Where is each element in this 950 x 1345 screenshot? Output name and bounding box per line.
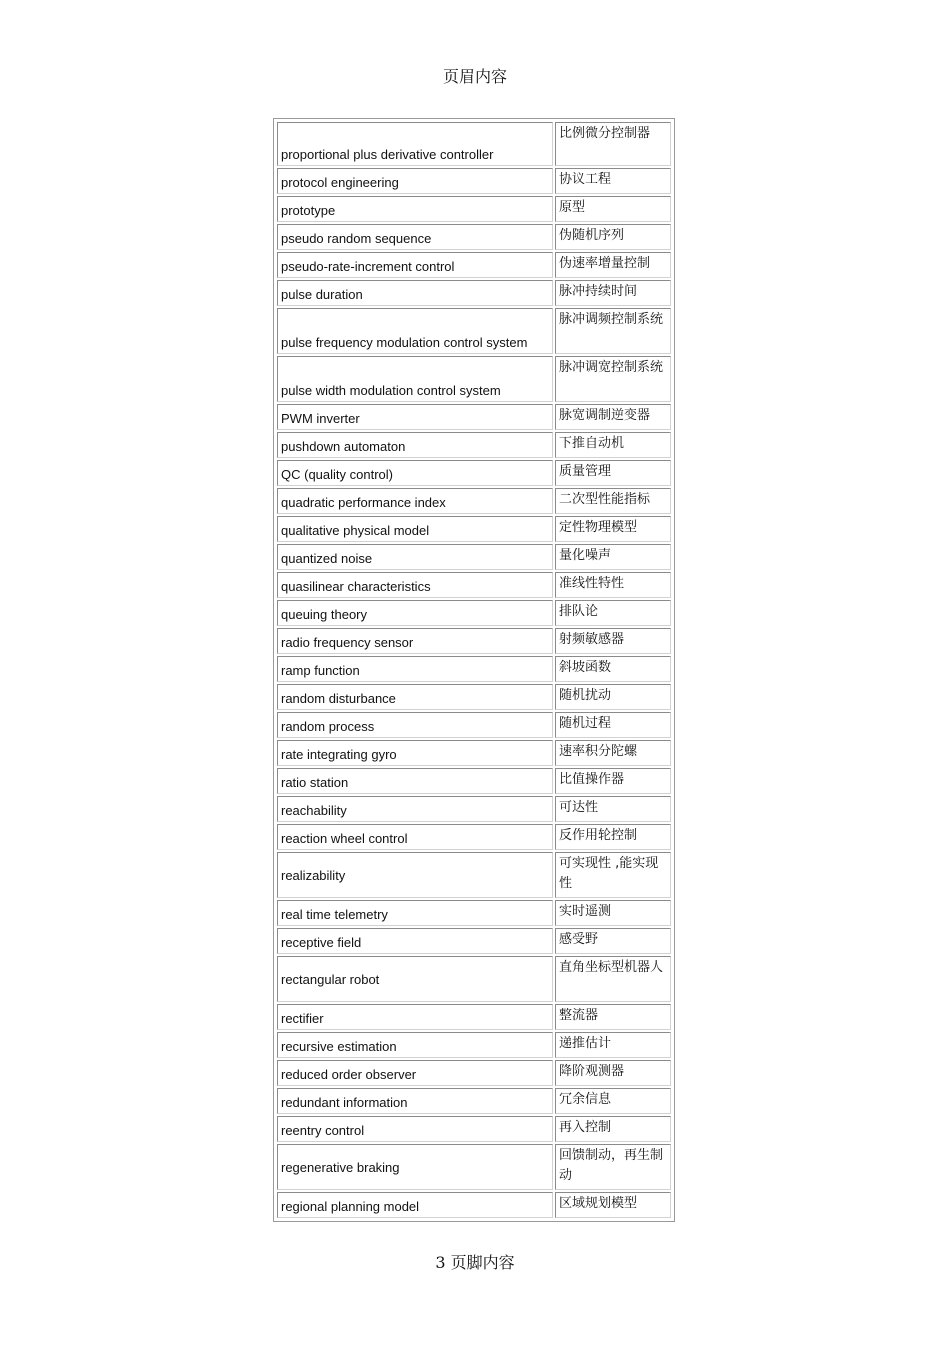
glossary-row [277, 1032, 671, 1058]
glossary-row [277, 1116, 671, 1142]
term-chinese: 可达性 [555, 796, 671, 822]
term-english: quasilinear characteristics [277, 572, 553, 598]
glossary-row [277, 572, 671, 598]
glossary-row [277, 768, 671, 794]
term-chinese: 斜坡函数 [555, 656, 671, 682]
term-chinese: 射频敏感器 [555, 628, 671, 654]
term-chinese: 脉冲调宽控制系统 [555, 356, 671, 402]
term-english: regional planning model [277, 1192, 553, 1218]
glossary-row [277, 600, 671, 626]
term-chinese: 脉冲持续时间 [555, 280, 671, 306]
glossary-row [277, 168, 671, 194]
term-english: pseudo random sequence [277, 224, 553, 250]
term-english: redundant information [277, 1088, 553, 1114]
glossary-row [277, 224, 671, 250]
glossary-row [277, 308, 671, 354]
term-english: pulse duration [277, 280, 553, 306]
term-chinese: 回馈制动，再生制动 [555, 1144, 671, 1190]
page-header: 页眉内容 [442, 67, 507, 86]
term-english: regenerative braking [277, 1144, 553, 1190]
term-english: pulse frequency modulation control system [277, 308, 553, 354]
term-chinese: 整流器 [555, 1004, 671, 1030]
glossary-row [277, 356, 671, 402]
glossary-row [277, 404, 671, 430]
term-chinese: 下推自动机 [555, 432, 671, 458]
term-english: ramp function [277, 656, 553, 682]
glossary-row [277, 824, 671, 850]
term-chinese: 区域规划模型 [555, 1192, 671, 1218]
term-chinese: 反作用轮控制 [555, 824, 671, 850]
term-chinese: 直角坐标型机器人 [555, 956, 671, 1002]
term-english: rectifier [277, 1004, 553, 1030]
term-chinese: 质量管理 [555, 460, 671, 486]
term-english: reentry control [277, 1116, 553, 1142]
term-english: quantized noise [277, 544, 553, 570]
term-chinese: 排队论 [555, 600, 671, 626]
glossary-row [277, 516, 671, 542]
glossary-row [277, 900, 671, 926]
term-english: queuing theory [277, 600, 553, 626]
glossary-row [277, 196, 671, 222]
term-chinese: 脉冲调频控制系统 [555, 308, 671, 354]
glossary-row [277, 544, 671, 570]
term-english: rate integrating gyro [277, 740, 553, 766]
term-chinese: 感受野 [555, 928, 671, 954]
glossary-row [277, 628, 671, 654]
glossary-row [277, 928, 671, 954]
glossary-row [277, 432, 671, 458]
term-chinese: 准线性特性 [555, 572, 671, 598]
term-english: receptive field [277, 928, 553, 954]
glossary-row [277, 252, 671, 278]
glossary-row [277, 1004, 671, 1030]
glossary-row [277, 1144, 671, 1190]
term-chinese: 随机扰动 [555, 684, 671, 710]
term-chinese: 协议工程 [555, 168, 671, 194]
term-english: real time telemetry [277, 900, 553, 926]
term-english: reachability [277, 796, 553, 822]
glossary-row [277, 122, 671, 166]
term-english: qualitative physical model [277, 516, 553, 542]
glossary-row [277, 280, 671, 306]
glossary-row [277, 460, 671, 486]
term-english: prototype [277, 196, 553, 222]
glossary-row [277, 1088, 671, 1114]
glossary-table [273, 118, 675, 1222]
term-english: reaction wheel control [277, 824, 553, 850]
term-english: realizability [277, 852, 553, 898]
term-chinese: 降阶观测器 [555, 1060, 671, 1086]
term-english: protocol engineering [277, 168, 553, 194]
term-chinese: 比值操作器 [555, 768, 671, 794]
term-english: quadratic performance index [277, 488, 553, 514]
term-chinese: 定性物理模型 [555, 516, 671, 542]
term-chinese: 伪速率增量控制 [555, 252, 671, 278]
term-english: reduced order observer [277, 1060, 553, 1086]
term-chinese: 实时遥测 [555, 900, 671, 926]
page-footer: 3 页脚内容 [435, 1253, 515, 1272]
glossary-row [277, 684, 671, 710]
term-chinese: 随机过程 [555, 712, 671, 738]
term-english: random disturbance [277, 684, 553, 710]
glossary-row [277, 712, 671, 738]
glossary-row [277, 956, 671, 1002]
glossary-table-body [277, 122, 671, 1218]
term-chinese: 脉宽调制逆变器 [555, 404, 671, 430]
term-english: QC (quality control) [277, 460, 553, 486]
term-chinese: 二次型性能指标 [555, 488, 671, 514]
term-chinese: 冗余信息 [555, 1088, 671, 1114]
glossary-row [277, 796, 671, 822]
term-english: random process [277, 712, 553, 738]
term-english: pulse width modulation control system [277, 356, 553, 402]
term-chinese: 再入控制 [555, 1116, 671, 1142]
glossary-row [277, 656, 671, 682]
glossary-row [277, 852, 671, 898]
term-english: ratio station [277, 768, 553, 794]
term-english: recursive estimation [277, 1032, 553, 1058]
glossary-row [277, 1060, 671, 1086]
term-chinese: 可实现性 ,能实现性 [555, 852, 671, 898]
glossary-row [277, 740, 671, 766]
term-chinese: 比例微分控制器 [555, 122, 671, 166]
term-chinese: 原型 [555, 196, 671, 222]
term-english: pseudo-rate-increment control [277, 252, 553, 278]
term-english: radio frequency sensor [277, 628, 553, 654]
glossary-row [277, 488, 671, 514]
term-chinese: 速率积分陀螺 [555, 740, 671, 766]
term-chinese: 递推估计 [555, 1032, 671, 1058]
term-english: rectangular robot [277, 956, 553, 1002]
glossary-row [277, 1192, 671, 1218]
term-english: proportional plus derivative controller [277, 122, 553, 166]
term-chinese: 伪随机序列 [555, 224, 671, 250]
term-english: pushdown automaton [277, 432, 553, 458]
term-english: PWM inverter [277, 404, 553, 430]
term-chinese: 量化噪声 [555, 544, 671, 570]
